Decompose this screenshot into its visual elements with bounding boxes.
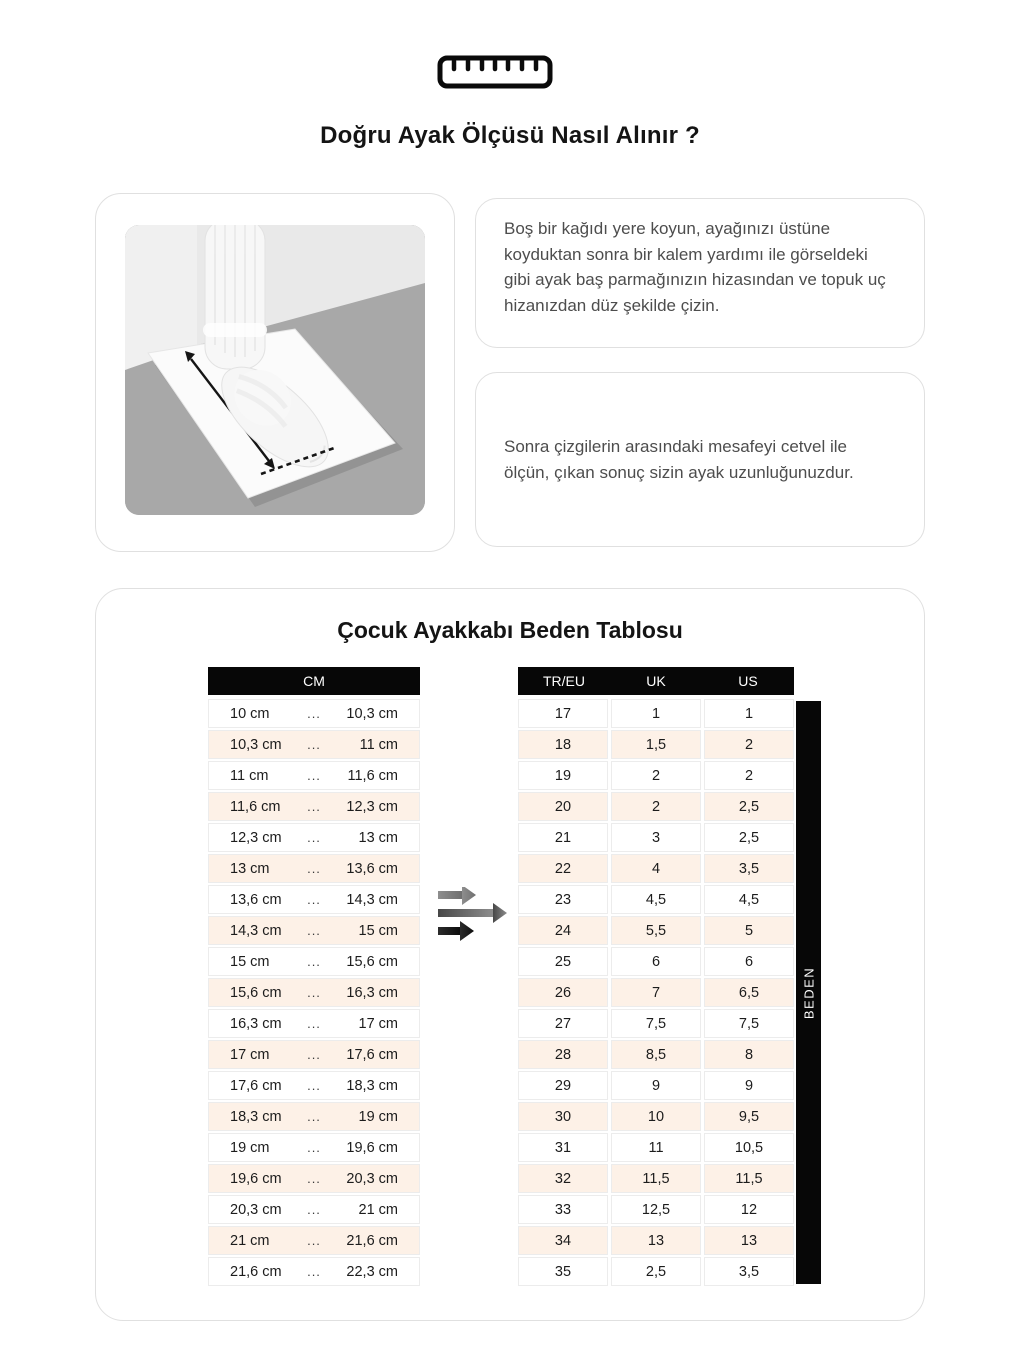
size-table-row [518, 1102, 794, 1131]
size-table-row [518, 1133, 794, 1162]
beden-side-bar [796, 701, 821, 1284]
range-dots: ... [307, 923, 321, 938]
size-cell-uk: 9 [611, 1071, 701, 1100]
cm-table-row [208, 730, 420, 759]
cm-table-header [208, 667, 420, 695]
cm-range-to: 20,3 cm [346, 1170, 398, 1187]
size-cell-treu: 22 [518, 854, 608, 883]
range-dots: ... [307, 954, 321, 969]
range-dots: ... [307, 892, 321, 907]
cm-table-row [208, 947, 420, 976]
size-cell-treu: 35 [518, 1257, 608, 1286]
size-table-card [95, 588, 925, 1321]
size-table-row [518, 885, 794, 914]
size-cell-treu: 30 [518, 1102, 608, 1131]
size-cell-treu: 29 [518, 1071, 608, 1100]
range-dots: ... [307, 768, 321, 783]
size-table-row [518, 1257, 794, 1286]
cm-range-to: 22,3 cm [346, 1263, 398, 1280]
size-cell-us: 6 [704, 947, 794, 976]
size-cell-treu: 32 [518, 1164, 608, 1193]
size-table-row [518, 730, 794, 759]
size-table-row [518, 916, 794, 945]
cm-range-to: 18,3 cm [346, 1077, 398, 1094]
range-dots: ... [307, 985, 321, 1000]
cm-table-row [208, 1071, 420, 1100]
cm-range-from: 15 cm [230, 953, 270, 970]
cm-table-rows [208, 699, 420, 1288]
size-cell-us: 8 [704, 1040, 794, 1069]
cm-header-label: CM [303, 673, 325, 689]
cm-table-row [208, 885, 420, 914]
size-table-row [518, 792, 794, 821]
size-cell-treu: 21 [518, 823, 608, 852]
size-cell-uk: 2 [611, 761, 701, 790]
size-cell-us: 5 [704, 916, 794, 945]
size-table-row [518, 1040, 794, 1069]
cm-table-row [208, 1133, 420, 1162]
cm-range-from: 15,6 cm [230, 984, 282, 1001]
size-cell-us: 13 [704, 1226, 794, 1255]
size-cell-us: 2 [704, 730, 794, 759]
size-table-row [518, 823, 794, 852]
size-cell-uk: 7 [611, 978, 701, 1007]
size-table-rows [518, 699, 794, 1288]
size-table-row [518, 699, 794, 728]
cm-range-to: 21 cm [358, 1201, 398, 1218]
size-cell-uk: 13 [611, 1226, 701, 1255]
size-cell-us: 2,5 [704, 823, 794, 852]
range-dots: ... [307, 1171, 321, 1186]
size-cell-treu: 31 [518, 1133, 608, 1162]
size-header-treu: TR/EU [543, 673, 585, 689]
cm-range-to: 21,6 cm [346, 1232, 398, 1249]
cm-range-from: 19 cm [230, 1139, 270, 1156]
cm-table-row [208, 1164, 420, 1193]
size-cell-treu: 24 [518, 916, 608, 945]
size-cell-uk: 2 [611, 792, 701, 821]
size-header-uk: UK [646, 673, 666, 689]
cm-table-row [208, 978, 420, 1007]
cm-range-to: 13 cm [358, 829, 398, 846]
cm-table-row [208, 916, 420, 945]
cm-range-to: 15,6 cm [346, 953, 398, 970]
size-cell-us: 9 [704, 1071, 794, 1100]
range-dots: ... [307, 1109, 321, 1124]
page-title: Doğru Ayak Ölçüsü Nasıl Alınır ? [320, 122, 700, 149]
cm-range-to: 19 cm [358, 1108, 398, 1125]
size-cell-treu: 18 [518, 730, 608, 759]
size-cell-us: 3,5 [704, 854, 794, 883]
size-cell-uk: 7,5 [611, 1009, 701, 1038]
cm-range-from: 12,3 cm [230, 829, 282, 846]
cm-range-from: 19,6 cm [230, 1170, 282, 1187]
range-dots: ... [307, 1202, 321, 1217]
cm-range-from: 16,3 cm [230, 1015, 282, 1032]
size-cell-uk: 11 [611, 1133, 701, 1162]
size-cell-uk: 12,5 [611, 1195, 701, 1224]
size-cell-treu: 19 [518, 761, 608, 790]
size-header-us: US [738, 673, 758, 689]
range-dots: ... [307, 1047, 321, 1062]
cm-range-from: 17 cm [230, 1046, 270, 1063]
size-table-row [518, 761, 794, 790]
cm-table-row [208, 1102, 420, 1131]
size-table-row [518, 1164, 794, 1193]
size-cell-uk: 11,5 [611, 1164, 701, 1193]
size-table-header [518, 667, 794, 695]
range-dots: ... [307, 1264, 321, 1279]
size-cell-treu: 26 [518, 978, 608, 1007]
size-cell-us: 2 [704, 761, 794, 790]
cm-table-row [208, 1257, 420, 1286]
cm-range-to: 11 cm [359, 736, 398, 753]
cm-range-from: 20,3 cm [230, 1201, 282, 1218]
size-cell-uk: 5,5 [611, 916, 701, 945]
size-cell-treu: 27 [518, 1009, 608, 1038]
size-cell-treu: 33 [518, 1195, 608, 1224]
cm-range-from: 11 cm [230, 767, 269, 784]
size-cell-us: 3,5 [704, 1257, 794, 1286]
range-dots: ... [307, 799, 321, 814]
cm-range-from: 17,6 cm [230, 1077, 282, 1094]
foot-measure-photo [125, 225, 425, 515]
size-cell-uk: 1,5 [611, 730, 701, 759]
cm-range-from: 14,3 cm [230, 922, 282, 939]
cm-range-from: 21 cm [230, 1232, 270, 1249]
range-dots: ... [307, 737, 321, 752]
size-table-row [518, 1071, 794, 1100]
size-cell-uk: 10 [611, 1102, 701, 1131]
instruction-box-2 [475, 372, 925, 547]
size-cell-uk: 6 [611, 947, 701, 976]
size-cell-uk: 8,5 [611, 1040, 701, 1069]
cm-table-row [208, 792, 420, 821]
size-table-row [518, 1009, 794, 1038]
size-table-title: Çocuk Ayakkabı Beden Tablosu [337, 617, 683, 643]
range-dots: ... [307, 830, 321, 845]
cm-range-to: 16,3 cm [346, 984, 398, 1001]
size-cell-uk: 1 [611, 699, 701, 728]
cm-range-from: 13,6 cm [230, 891, 282, 908]
cm-table-row [208, 761, 420, 790]
size-cell-treu: 17 [518, 699, 608, 728]
range-dots: ... [307, 1140, 321, 1155]
size-cell-uk: 4,5 [611, 885, 701, 914]
size-cell-us: 1 [704, 699, 794, 728]
cm-range-from: 18,3 cm [230, 1108, 282, 1125]
size-cell-treu: 28 [518, 1040, 608, 1069]
cm-table-row [208, 854, 420, 883]
size-cell-treu: 34 [518, 1226, 608, 1255]
cm-range-from: 21,6 cm [230, 1263, 282, 1280]
size-cell-treu: 25 [518, 947, 608, 976]
cm-range-to: 10,3 cm [346, 705, 398, 722]
size-table-row [518, 978, 794, 1007]
cm-range-to: 17 cm [358, 1015, 398, 1032]
cm-range-to: 15 cm [358, 922, 398, 939]
size-table-row [518, 1226, 794, 1255]
cm-range-to: 12,3 cm [346, 798, 398, 815]
cm-table-row [208, 1226, 420, 1255]
size-table-row [518, 854, 794, 883]
cm-table-row [208, 699, 420, 728]
range-dots: ... [307, 1016, 321, 1031]
cm-range-to: 11,6 cm [347, 767, 398, 784]
cm-range-from: 10,3 cm [230, 736, 282, 753]
cm-range-to: 17,6 cm [346, 1046, 398, 1063]
size-cell-treu: 23 [518, 885, 608, 914]
size-cell-uk: 4 [611, 854, 701, 883]
instruction-box-1 [475, 198, 925, 348]
size-cell-us: 11,5 [704, 1164, 794, 1193]
cm-range-from: 10 cm [230, 705, 270, 722]
size-cell-us: 9,5 [704, 1102, 794, 1131]
size-cell-us: 10,5 [704, 1133, 794, 1162]
transfer-arrows-icon [438, 887, 508, 941]
size-cell-uk: 3 [611, 823, 701, 852]
cm-range-to: 19,6 cm [346, 1139, 398, 1156]
cm-range-to: 14,3 cm [346, 891, 398, 908]
range-dots: ... [307, 1078, 321, 1093]
instruction-step1-text: Boş bir kağıdı yere koyun, ayağınızı üstüne koyduktan sonra bir kalem yardımı ile görseldeki gibi ayak baş parmağınızın hizasından ve topuk uç hizanızdan düz şekilde çizin. [504, 219, 886, 315]
size-cell-us: 12 [704, 1195, 794, 1224]
ruler-icon [437, 55, 553, 89]
size-cell-us: 4,5 [704, 885, 794, 914]
size-table-row [518, 1195, 794, 1224]
range-dots: ... [307, 706, 321, 721]
cm-table-row [208, 1040, 420, 1069]
cm-range-from: 13 cm [230, 860, 270, 877]
size-cell-us: 7,5 [704, 1009, 794, 1038]
cm-table-row [208, 1195, 420, 1224]
measure-photo-card [95, 193, 455, 552]
size-cell-uk: 2,5 [611, 1257, 701, 1286]
size-cell-us: 6,5 [704, 978, 794, 1007]
cm-range-from: 11,6 cm [230, 798, 281, 815]
instruction-step2-text: Sonra çizgilerin arasındaki mesafeyi cetvel ile ölçün, çıkan sonuç sizin ayak uzunluğunuzdur. [504, 437, 854, 482]
cm-table-row [208, 823, 420, 852]
range-dots: ... [307, 861, 321, 876]
cm-range-to: 13,6 cm [346, 860, 398, 877]
size-table-row [518, 947, 794, 976]
size-cell-us: 2,5 [704, 792, 794, 821]
cm-table-row [208, 1009, 420, 1038]
range-dots: ... [307, 1233, 321, 1248]
size-cell-treu: 20 [518, 792, 608, 821]
beden-side-label: BEDEN [801, 966, 816, 1019]
